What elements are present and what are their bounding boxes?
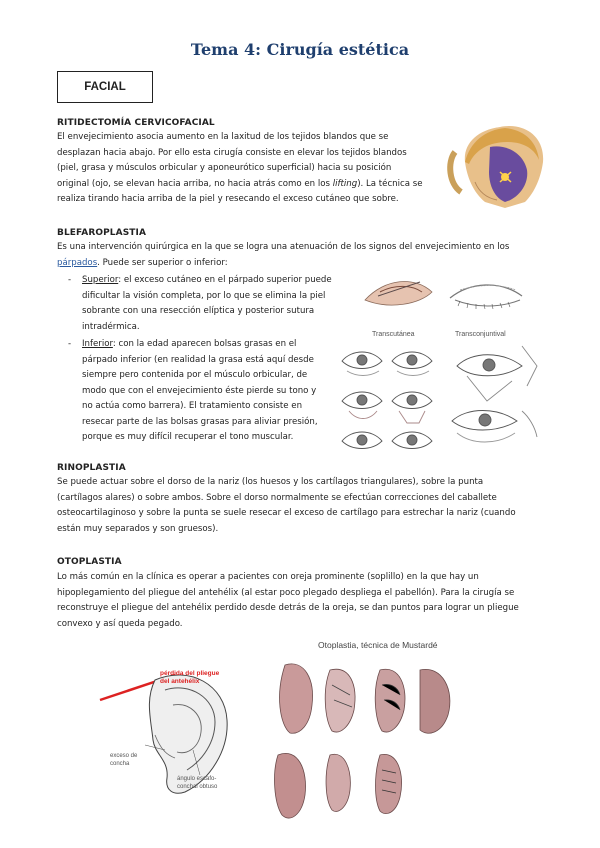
- text-line: no actúa como barrera). El tratamiento consiste en: [82, 401, 303, 411]
- text-line: (piel, grasa y músculos orbicular y aponeurótico superficial) hacia su posición: [57, 163, 392, 173]
- text-line: convexo y así queda pegado.: [57, 618, 183, 629]
- text-line: [82, 337, 350, 353]
- label-line: exceso de: [110, 753, 138, 759]
- upper-eyelid-illustration: [360, 270, 530, 320]
- lower-eyelid-illustration: [337, 341, 547, 461]
- text-segment: : con la edad aparecen bolsas grasas en el: [112, 339, 297, 349]
- label-line: concha: [110, 761, 130, 767]
- text-line: modo que con el envejecimiento éste pierde su tono y: [82, 385, 317, 396]
- text-line: reconstruye el pliegue del antehélix perdido desde detrás de la oreja, se dan puntos para lograr un pliegue: [57, 603, 519, 613]
- text-line: [57, 256, 547, 272]
- text-line: Es una intervención quirúrgica en la que se logra una atenuación de los signos del envejecimiento en los: [57, 242, 510, 252]
- text-line: osteocartilaginoso y sobre la punta se suele resecar el exceso de cartílago para estrechar la nariz (cuando: [57, 508, 516, 518]
- list-item-inferior: [68, 337, 350, 446]
- section-label-text: FACIAL: [84, 81, 126, 93]
- text-line: sobrante con una resección elíptica y posterior sutura: [82, 306, 315, 316]
- text-line: (cartílagos alares) o sobre ambos. Sobre el dorso normalmente se efectúan correcciones del caballete: [57, 492, 497, 503]
- caption-transcutanea: Transcutánea: [372, 331, 415, 338]
- heading-ritidectomia: RITIDECTOMÍA CERVICOFACIAL: [57, 118, 215, 128]
- text-line: dificultar la visión completa, por lo que se elimina la piel: [82, 290, 326, 301]
- text-line: porque es muy difícil recuperar el tono muscular.: [82, 432, 294, 442]
- label-line: pérdida del pliegue: [160, 670, 220, 677]
- term-superior: Superior: [82, 275, 119, 285]
- list-item-superior: [68, 273, 350, 335]
- text-segment: original (ojo, se elevan hacia arriba, no hacia atrás como en los: [57, 178, 333, 189]
- paragraph-rinoplastia: [57, 475, 547, 537]
- label-line: del antehélix: [160, 678, 200, 685]
- text-line: intradérmica.: [82, 321, 140, 332]
- bullet-dash: -: [68, 275, 72, 285]
- text-line: resecar parte de las bolsas grasas para aliviar presión,: [82, 416, 318, 427]
- text-line: siempre pero contenida por el músculo orbicular, de: [82, 370, 308, 380]
- mustarde-technique-illustration: [270, 655, 470, 825]
- caption-transconjuntival: Transconjuntival: [455, 331, 506, 338]
- paragraph-otoplastia: [57, 570, 547, 632]
- italic-term: lifting: [332, 178, 358, 189]
- label-perdida-pliegue: [160, 670, 219, 686]
- paragraph-ritidectomia: [57, 130, 440, 208]
- text-line: están muy separados y son gruesos).: [57, 523, 219, 534]
- page-title: Tema 4: Cirugía estética: [190, 40, 410, 59]
- label-line: ángulo escafo-: [177, 776, 217, 782]
- facelift-illustration: [445, 122, 548, 210]
- text-line: Se puede actuar sobre el dorso de la nariz (los huesos y los cartílagos triangulares), sobre la punta: [57, 477, 484, 487]
- label-exceso-concha: [110, 752, 137, 768]
- text-line: [57, 177, 440, 193]
- text-line: párpado inferior (en realidad la grasa está aquí desde: [82, 354, 314, 365]
- text-line: El envejecimiento asocia aumento en la laxitud de los tejidos blandos que se: [57, 132, 389, 142]
- section-label-facial: [57, 71, 153, 103]
- text-segment: : el exceso cutáneo en el párpado superior puede: [118, 275, 332, 285]
- label-angulo-escafoconchal: [177, 775, 217, 791]
- heading-blefaroplastia: BLEFAROPLASTIA: [57, 228, 147, 238]
- heading-rinoplastia: RINOPLASTIA: [57, 463, 126, 473]
- link-parpados[interactable]: párpados: [57, 257, 98, 268]
- term-inferior: Inferior: [82, 339, 113, 349]
- text-line: realiza tirando hacia arriba de la piel y resecando el exceso cutáneo que sobre.: [57, 194, 399, 204]
- text-line: hipoplegamiento del pliegue del antehélix (al estar poco plegado despliega el pabellón). Para la cirugía se: [57, 587, 515, 598]
- caption-mustarde: Otoplastia, técnica de Mustardé: [318, 640, 438, 650]
- label-line: conchal obtuso: [177, 784, 218, 790]
- text-segment: . Puede ser superior o inferior:: [97, 257, 228, 268]
- text-line: Lo más común en la clínica es operar a pacientes con oreja prominente (soplillo) en la que hay un: [57, 572, 479, 582]
- text-line: [82, 273, 350, 289]
- text-segment: ). La técnica se: [357, 178, 423, 189]
- text-line: desplazan hacia abajo. Por ello esta cirugía consiste en elevar los tejidos blandos: [57, 147, 407, 158]
- paragraph-blefaroplastia-intro: [57, 240, 547, 271]
- bullet-dash: -: [68, 339, 72, 349]
- heading-otoplastia: OTOPLASTIA: [57, 557, 122, 567]
